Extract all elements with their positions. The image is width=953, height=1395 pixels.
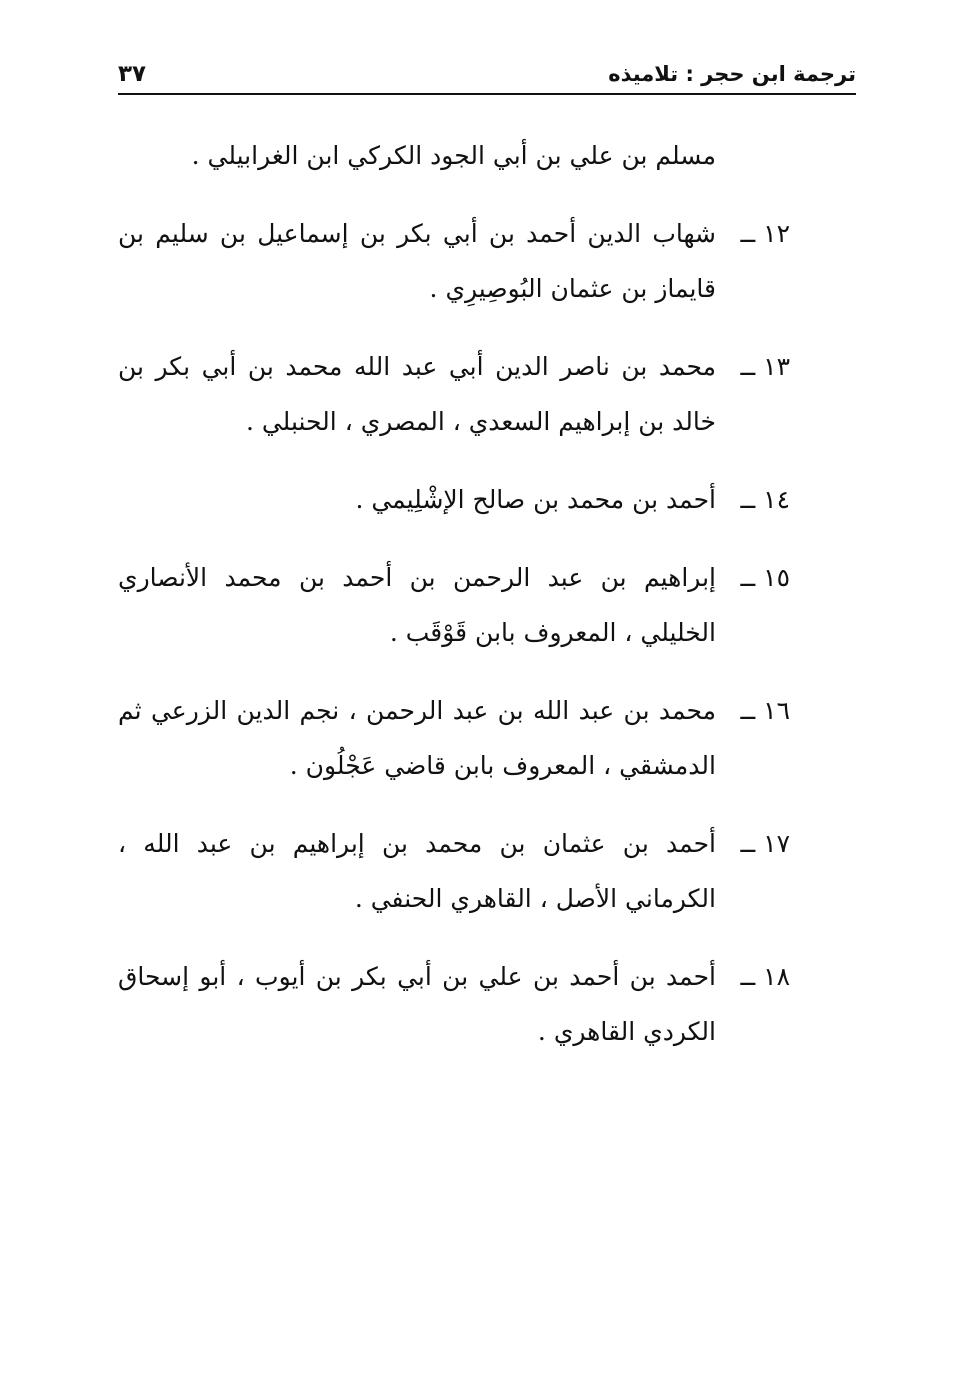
list-item	[118, 472, 790, 527]
continuation-text: مسلم بن علي بن أبي الجود الكركي ابن الغرابيلي .	[191, 141, 716, 170]
entry-text: محمد بن عبد الله بن عبد الرحمن ، نجم الدين الزرعي ثم الدمشقي ، المعروف بابن قاضي عَجْلُون .	[118, 696, 716, 780]
entry-number: ١٢ ــ	[740, 219, 790, 248]
list-item	[118, 949, 790, 1059]
entry-text: أحمد بن أحمد بن علي بن أبي بكر بن أيوب ، أبو إسحاق الكردي القاهري .	[118, 962, 716, 1046]
continuation-entry	[118, 128, 790, 183]
list-item	[118, 816, 790, 926]
list-item	[118, 550, 790, 660]
page-number: ٣٧	[118, 61, 147, 87]
student-list	[118, 128, 790, 1082]
entry-text: محمد بن ناصر الدين أبي عبد الله محمد بن أبي بكر بن خالد بن إبراهيم السعدي ، المصري ، الحنبلي .	[118, 352, 716, 436]
entry-number: ١٨ ــ	[740, 962, 790, 991]
entry-text: أحمد بن عثمان بن محمد بن إبراهيم بن عبد الله ، الكرماني الأصل ، القاهري الحنفي .	[118, 829, 716, 913]
list-item	[118, 339, 790, 449]
running-title: ترجمة ابن حجر : تلاميذه	[608, 62, 856, 86]
entry-text: إبراهيم بن عبد الرحمن بن أحمد بن محمد الأنصاري الخليلي ، المعروف بابن قَوْقَب .	[118, 563, 716, 647]
entry-number: ١٦ ــ	[740, 696, 790, 725]
entry-number: ١٥ ــ	[740, 563, 790, 592]
entry-number: ١٣ ــ	[740, 352, 790, 381]
page-header	[118, 58, 856, 92]
entry-text: شهاب الدين أحمد بن أبي بكر بن إسماعيل بن سليم بن قايماز بن عثمان البُوصِيرِي .	[118, 219, 716, 303]
list-item	[118, 683, 790, 793]
entry-number: ١٤ ــ	[740, 485, 790, 514]
entry-text: أحمد بن محمد بن صالح الإشْلِيمي .	[355, 485, 716, 514]
header-rule	[118, 93, 856, 95]
list-item	[118, 206, 790, 316]
entry-number: ١٧ ــ	[740, 829, 790, 858]
